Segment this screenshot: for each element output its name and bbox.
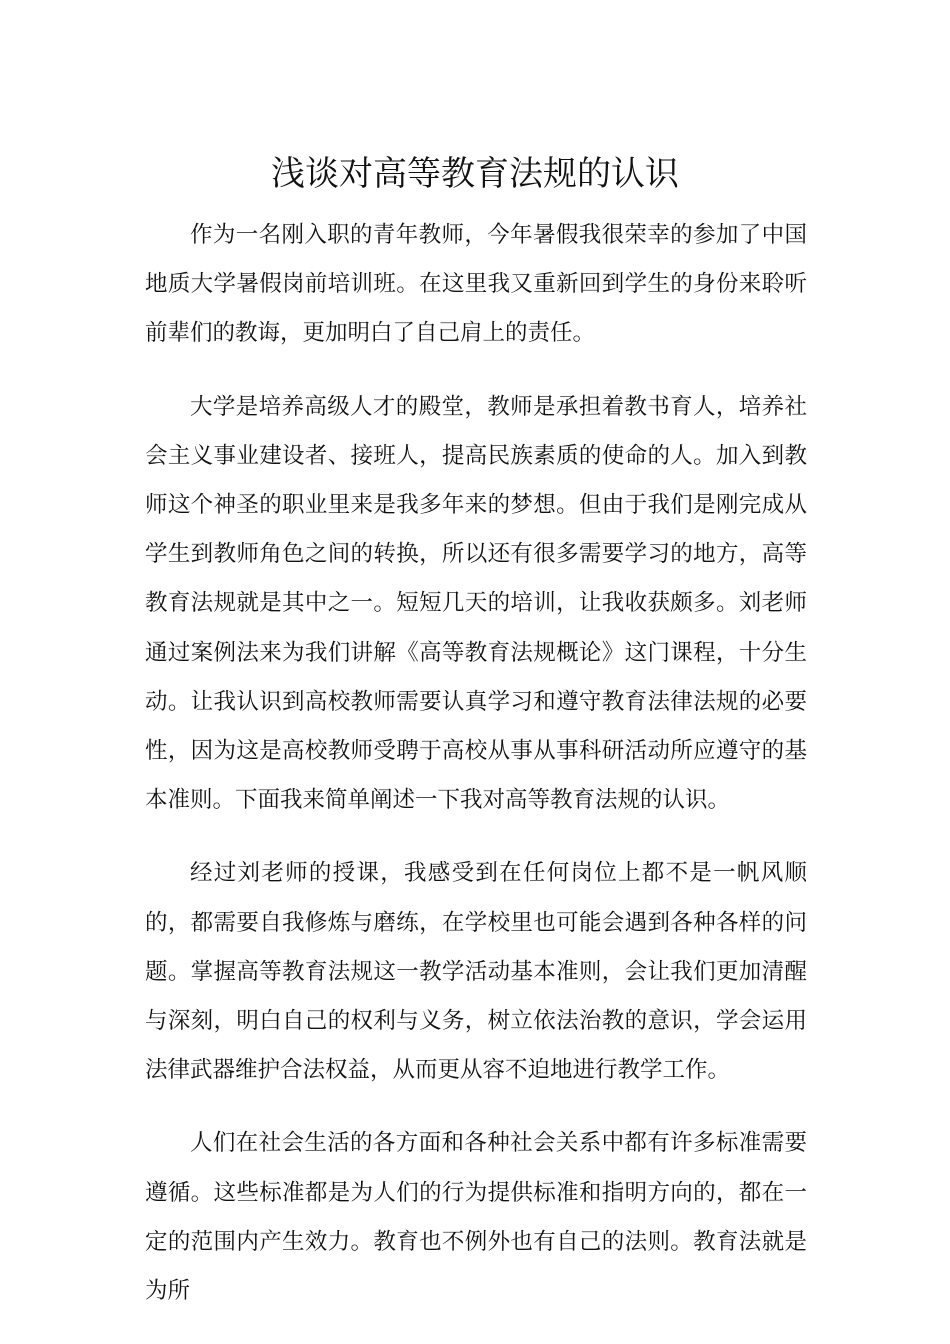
paragraph-2: 大学是培养高级人才的殿堂，教师是承担着教书育人，培养社会主义事业建设者、接班人，提高民族素质的使命的人。加入到教师这个神圣的职业里来是我多年来的梦想。但由于我们是刚完成从学生到教师角色之间的转换，所以还有很多需要学习的地方，高等教育法规就是其中之一。短短几天的培训，让我收获颇多。刘老师通过案例法来为我们讲解《高等教育法规概论》这门课程，十分生动。让我认识到高校教师需要认真学习和遵守教育法律法规的必要性，因为这是高校教师受聘于高校从事从事科研活动所应遵守的基本准则。下面我来简单阐述一下我对高等教育法规的认识。 (145, 393, 807, 814)
document-title: 浅谈对高等教育法规的认识 (271, 154, 679, 194)
paragraph-4: 人们在社会生活的各方面和各种社会关系中都有许多标准需要遵循。这些标准都是为人们的行为提供标准和指明方向的，都在一定的范围内产生效力。教育也不例外也有自己的法则。教育法就是为所 (145, 1130, 807, 1305)
paragraph-3: 经过刘老师的授课，我感受到在任何岗位上都不是一帆风顺的，都需要自我修炼与磨练，在学校里也可能会遇到各种各样的问题。掌握高等教育法规这一教学活动基本准则，会让我们更加清醒与深刻，明白自己的权利与义务，树立依法治教的意识，学会运用法律武器维护合法权益，从而更从容不迫地进行教学工作。 (145, 860, 807, 1084)
document-body (145, 211, 807, 1316)
paragraph-1: 作为一名刚入职的青年教师，今年暑假我很荣幸的参加了中国地质大学暑假岗前培训班。在这里我又重新回到学生的身份来聆听前辈们的教诲，更加明白了自己肩上的责任。 (145, 222, 807, 347)
